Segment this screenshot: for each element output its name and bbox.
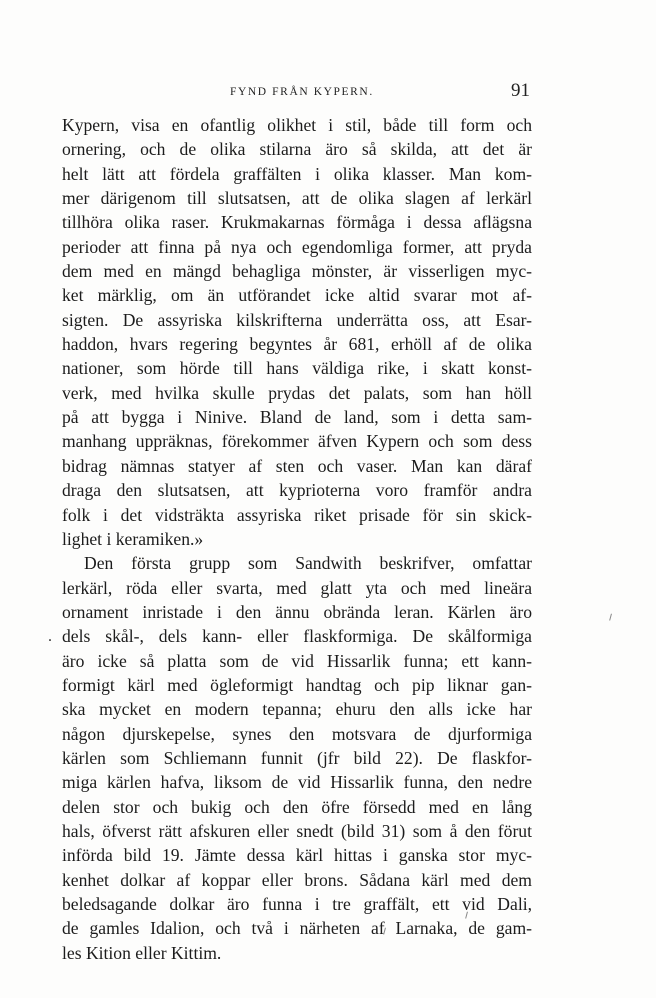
paragraph (62, 551, 532, 965)
page-header (60, 80, 530, 108)
text-line: äro icke så platta som de vid Hissarlik funna; ett kann- (62, 650, 532, 671)
text-line: draga den slutsatsen, att kyprioterna voro framför andra (62, 480, 532, 501)
running-head: FYND FRÅN KYPERN. (230, 86, 374, 98)
text-line: ornering, och de olika stilarna äro så skilda, att det är (62, 139, 532, 160)
text-line: lerkärl, röda eller svarta, med glatt yta och med lineära (62, 577, 532, 598)
text-line: dels skål-, dels kann- eller flaskformiga. De skålformiga (62, 626, 532, 647)
text-line: ska mycket en modern tepanna; ehuru den alls icke har (62, 699, 532, 720)
text-line: dem med en mängd behagliga mönster, är visserligen myc- (62, 261, 532, 282)
text-line: Kypern, visa en ofantlig olikhet i stil, både till form och (62, 115, 532, 135)
text-line: införda bild 19. Jämte dessa kärl hittas i ganska stor myc- (62, 845, 532, 866)
text-line: ket märklig, om än utförandet icke altid svarar mot af- (62, 285, 532, 306)
text-line: helt lätt att fördela graffälten i olika klasser. Man kom- (62, 163, 532, 184)
text-line: manhang uppräknas, förekommer äfven Kypern och som dess (62, 431, 532, 452)
text-line: folk i det vidsträkta assyriska riket prisade för sin skick- (62, 504, 532, 525)
scan-speck (609, 614, 615, 622)
text-line: delen stor och bukig och den öfre försedd med en lång (62, 796, 532, 817)
text-line: haddon, hvars regering begyntes år 681, erhöll af de olika (62, 334, 532, 355)
margin-mark: . (48, 628, 52, 645)
text-line: kenhet dolkar af koppar eller brons. Sådana kärl med dem (62, 869, 532, 890)
page-number: 91 (511, 80, 530, 101)
text-line: de gamles Idalion, och två i närheten af Larnaka, de gam- (62, 918, 532, 939)
paragraph (62, 113, 532, 551)
text-line: lighet i keramiken.» (62, 528, 204, 549)
text-line: ornament inristade i den ännu obrända leran. Kärlen äro (62, 601, 532, 622)
text-line: perioder att finna på nya och egendomliga former, att pryda (62, 236, 532, 257)
text-line: miga kärlen hafva, liksom de vid Hissarlik funna, den nedre (62, 772, 532, 793)
text-line: mer därigenom till slutsatsen, att de olika slagen af lerkärl (62, 188, 532, 209)
text-line: tillhöra olika raser. Krukmakarnas förmåga i dessa aflägsna (62, 212, 532, 233)
text-line: nationer, som hörde till hans väldiga rike, i skatt konst- (62, 358, 532, 379)
text-line: bidrag nämnas statyer af sten och vaser. Man kan däraf (62, 455, 532, 476)
body-text (62, 113, 532, 965)
text-line: beledsagande dolkar äro funna i tre graffält, ett vid Dali, (62, 894, 532, 914)
text-line: sigten. De assyriska kilskrifterna underrätta oss, att Esar- (62, 309, 532, 330)
text-line: någon djurskepelse, synes den motsvara de djurformiga (62, 723, 532, 744)
text-line: Den första grupp som Sandwith beskrifver, omfattar (84, 553, 532, 574)
text-line: les Kition eller Kittim. (62, 942, 222, 963)
text-line: formigt kärl med ögleformigt handtag och pip liknar gan- (62, 674, 532, 695)
text-line: kärlen som Schliemann funnit (jfr bild 22). De flaskfor- (62, 747, 532, 768)
text-line: hals, öfverst rätt afskuren eller snedt (bild 31) som å den förut (62, 820, 532, 841)
text-line: verk, med hvilka skulle prydas det palats, som han höll (62, 382, 532, 403)
text-line: på att bygga i Ninive. Bland de land, som i detta sam- (62, 407, 532, 428)
